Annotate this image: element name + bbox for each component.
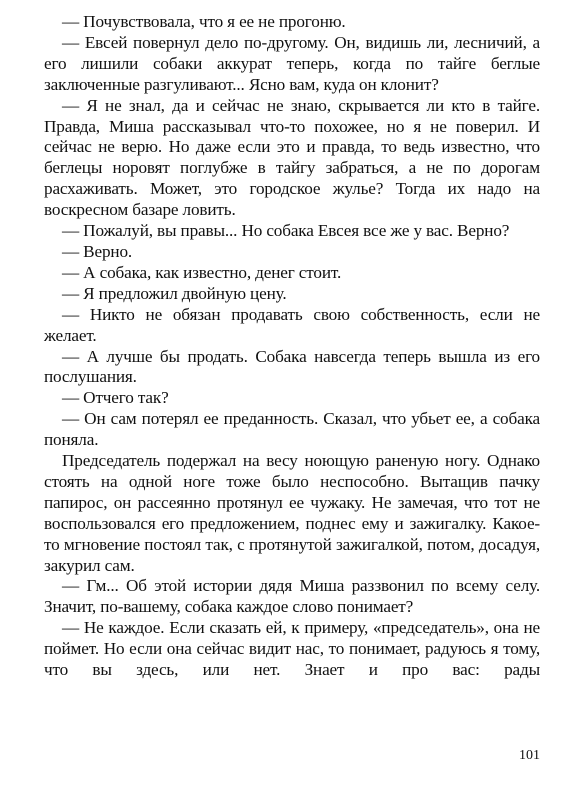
paragraph-12: Председатель подержал на весу ноющую раненую ногу. Однако стоять на одной ноге тоже было неспособно. Вытащив пачку папирос, он рассеянно протянул ее чужаку. Не замечая, что тот не воспользовался его предложением, поднес ему и зажигалку. Какое-то мгновение постоял так, с протянутой зажигалкой, потом, досадуя, закурил сам. [44,451,540,575]
paragraph-7: — Я предложил двойную цену. [62,283,287,303]
paragraph-5: — Верно. [62,241,133,261]
paragraph-8: — Никто не обязан продавать свою собственность, если не желает. [44,304,540,345]
paragraph-13: — Гм... Об этой истории дядя Миша раззвонил по всему селу. Значит, по-вашему, собака каждое слово понимает? [44,576,540,617]
paragraph-9: — А лучше бы продать. Собака навсегда теперь вышла из его послушания. [44,346,540,387]
paragraph-1: — Почувствовала, что я ее не прогоню. [62,12,346,31]
paragraph-11: — Он сам потерял ее преданность. Сказал, что убьет ее, а собака поняла. [44,409,540,450]
paragraph-14: — Не каждое. Если сказать ей, к примеру, «председатель», она не поймет. Но если она сейчас видит нас, то понимает, радуюсь я тому, что вы здесь, или нет. Знает и про вас: рады [44,618,540,680]
paragraph-2: — Евсей повернул дело по-другому. Он, видишь ли, лесничий, а его лишили собаки аккурат теперь, когда по тайге беглые заключенные разгуливают... Ясно вам, куда он клонит? [44,32,540,94]
paragraph-3: — Я не знал, да и сейчас не знаю, скрывается ли кто в тайге. Правда, Миша рассказывал что-то похожее, но я не поверил. И сейчас не верю. Но даже если это и правда, то ведь известно, что беглецы норовят поглубже в тайгу забраться, а не по дорогам расхаживать. Может, это городское жулье? Тогда их надо на воскресном базаре ловить. [44,95,540,220]
page-number: 101 [519,748,540,763]
page-body-text [44,12,540,681]
paragraph-4: — Пожалуй, вы правы... Но собака Евсея все же у вас. Верно? [62,221,510,241]
paragraph-6: — А собака, как известно, денег стоит. [62,262,342,282]
paragraph-10: — Отчего так? [62,388,169,408]
